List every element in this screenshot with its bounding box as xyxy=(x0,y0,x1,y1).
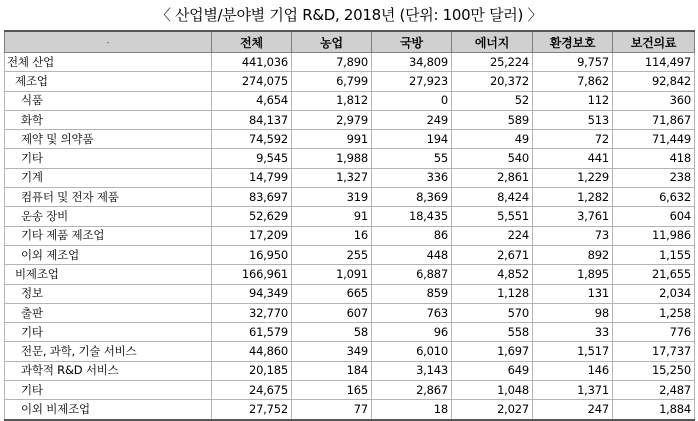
table-cell: 3,143 xyxy=(372,361,452,380)
table-cell: 8,424 xyxy=(452,188,533,207)
table-cell: 589 xyxy=(452,110,533,129)
table-cell: 1,371 xyxy=(533,381,613,400)
table-cell: 224 xyxy=(452,226,533,245)
table-cell: 319 xyxy=(292,188,372,207)
table-cell: 418 xyxy=(613,149,695,168)
table-cell: 2,034 xyxy=(613,284,695,303)
table-cell: 1,091 xyxy=(292,265,372,284)
table-cell: 7,890 xyxy=(292,53,372,72)
table-cell: 776 xyxy=(613,323,695,342)
table-cell: 1,282 xyxy=(533,188,613,207)
table-cell: 14,799 xyxy=(212,168,292,187)
table-cell: 166,961 xyxy=(212,265,292,284)
table-cell: 112 xyxy=(533,91,613,110)
table-cell: 94,349 xyxy=(212,284,292,303)
row-label: 컴퓨터 및 전자 제품 xyxy=(5,188,212,207)
table-row xyxy=(5,284,695,303)
table-cell: 71,867 xyxy=(613,110,695,129)
table-cell: 61,579 xyxy=(212,323,292,342)
table-cell: 32,770 xyxy=(212,303,292,322)
table-row xyxy=(5,361,695,380)
table-cell: 649 xyxy=(452,361,533,380)
header-environment: 환경보호 xyxy=(533,31,613,53)
row-label: 기계 xyxy=(5,168,212,187)
table-row xyxy=(5,342,695,361)
table-cell: 6,010 xyxy=(372,342,452,361)
table-cell: 9,545 xyxy=(212,149,292,168)
table-cell: 15,250 xyxy=(613,361,695,380)
table-cell: 1,327 xyxy=(292,168,372,187)
header-defense: 국방 xyxy=(372,31,452,53)
row-label: 화학 xyxy=(5,110,212,129)
table-cell: 1,517 xyxy=(533,342,613,361)
table-cell: 1,812 xyxy=(292,91,372,110)
row-label: 제조업 xyxy=(5,72,212,91)
table-cell: 92,842 xyxy=(613,72,695,91)
table-cell: 1,258 xyxy=(613,303,695,322)
header-row xyxy=(5,31,695,53)
table-cell: 71,449 xyxy=(613,130,695,149)
table-row xyxy=(5,265,695,284)
table-cell: 448 xyxy=(372,245,452,264)
table-cell: 18 xyxy=(372,400,452,420)
table-cell: 1,048 xyxy=(452,381,533,400)
header-health: 보건의료 xyxy=(613,31,695,53)
table-row xyxy=(5,188,695,207)
row-label: 기타 xyxy=(5,323,212,342)
row-label: 전체 산업 xyxy=(5,53,212,72)
table-row xyxy=(5,168,695,187)
table-cell: 4,852 xyxy=(452,265,533,284)
table-row xyxy=(5,91,695,110)
table-cell: 17,209 xyxy=(212,226,292,245)
table-cell: 6,799 xyxy=(292,72,372,91)
table-cell: 84,137 xyxy=(212,110,292,129)
table-cell: 540 xyxy=(452,149,533,168)
table-cell: 55 xyxy=(372,149,452,168)
table-cell: 238 xyxy=(613,168,695,187)
table-cell: 131 xyxy=(533,284,613,303)
row-label: 전문, 과학, 기술 서비스 xyxy=(5,342,212,361)
table-row xyxy=(5,207,695,226)
table-cell: 892 xyxy=(533,245,613,264)
row-label: 제약 및 의약품 xyxy=(5,130,212,149)
table-cell: 2,027 xyxy=(452,400,533,420)
table-cell: 604 xyxy=(613,207,695,226)
table-body xyxy=(5,53,695,420)
row-label: 식품 xyxy=(5,91,212,110)
row-label: 기타 xyxy=(5,149,212,168)
table-cell: 20,372 xyxy=(452,72,533,91)
table-cell: 6,632 xyxy=(613,188,695,207)
table-cell: 17,737 xyxy=(613,342,695,361)
table-cell: 5,551 xyxy=(452,207,533,226)
table-cell: 58 xyxy=(292,323,372,342)
table-cell: 1,895 xyxy=(533,265,613,284)
table-cell: 96 xyxy=(372,323,452,342)
table-cell: 91 xyxy=(292,207,372,226)
table-cell: 1,697 xyxy=(452,342,533,361)
table-cell: 1,884 xyxy=(613,400,695,420)
table-cell: 2,671 xyxy=(452,245,533,264)
table-cell: 25,224 xyxy=(452,53,533,72)
row-label: 정보 xyxy=(5,284,212,303)
table-row xyxy=(5,72,695,91)
header-corner: - xyxy=(5,31,212,53)
table-cell: 255 xyxy=(292,245,372,264)
header-agriculture: 농업 xyxy=(292,31,372,53)
table-cell: 21,655 xyxy=(613,265,695,284)
table-cell: 27,923 xyxy=(372,72,452,91)
table-cell: 1,155 xyxy=(613,245,695,264)
table-cell: 44,860 xyxy=(212,342,292,361)
table-cell: 16 xyxy=(292,226,372,245)
row-label: 과학적 R&D 서비스 xyxy=(5,361,212,380)
table-cell: 249 xyxy=(372,110,452,129)
table-cell: 763 xyxy=(372,303,452,322)
table-cell: 1,229 xyxy=(533,168,613,187)
table-row xyxy=(5,303,695,322)
table-row xyxy=(5,245,695,264)
table-cell: 86 xyxy=(372,226,452,245)
table-cell: 570 xyxy=(452,303,533,322)
table-cell: 16,950 xyxy=(212,245,292,264)
row-label: 기타 제품 제조업 xyxy=(5,226,212,245)
table-row xyxy=(5,149,695,168)
table-cell: 8,369 xyxy=(372,188,452,207)
row-label: 비제조업 xyxy=(5,265,212,284)
table-cell: 360 xyxy=(613,91,695,110)
table-cell: 607 xyxy=(292,303,372,322)
table-cell: 2,487 xyxy=(613,381,695,400)
table-cell: 2,867 xyxy=(372,381,452,400)
table-cell: 9,757 xyxy=(533,53,613,72)
table-row xyxy=(5,130,695,149)
table-cell: 3,761 xyxy=(533,207,613,226)
table-cell: 336 xyxy=(372,168,452,187)
table-cell: 77 xyxy=(292,400,372,420)
table-row xyxy=(5,110,695,129)
table-cell: 441,036 xyxy=(212,53,292,72)
table-row xyxy=(5,226,695,245)
table-cell: 4,654 xyxy=(212,91,292,110)
header-total: 전체 xyxy=(212,31,292,53)
table-row xyxy=(5,53,695,72)
table-cell: 74,592 xyxy=(212,130,292,149)
table-cell: 441 xyxy=(533,149,613,168)
table-header xyxy=(5,31,695,53)
row-label: 출판 xyxy=(5,303,212,322)
table-cell: 0 xyxy=(372,91,452,110)
table-cell: 114,497 xyxy=(613,53,695,72)
table-cell: 72 xyxy=(533,130,613,149)
table-cell: 24,675 xyxy=(212,381,292,400)
table-cell: 20,185 xyxy=(212,361,292,380)
table-cell: 52 xyxy=(452,91,533,110)
table-cell: 558 xyxy=(452,323,533,342)
table-cell: 1,128 xyxy=(452,284,533,303)
header-energy: 에너지 xyxy=(452,31,533,53)
row-label: 이외 비제조업 xyxy=(5,400,212,420)
table-cell: 73 xyxy=(533,226,613,245)
table-cell: 349 xyxy=(292,342,372,361)
table-cell: 194 xyxy=(372,130,452,149)
table-cell: 146 xyxy=(533,361,613,380)
table-cell: 274,075 xyxy=(212,72,292,91)
table-cell: 247 xyxy=(533,400,613,420)
table-row xyxy=(5,323,695,342)
table-cell: 1,988 xyxy=(292,149,372,168)
table-cell: 49 xyxy=(452,130,533,149)
table-cell: 7,862 xyxy=(533,72,613,91)
table-cell: 18,435 xyxy=(372,207,452,226)
rd-table xyxy=(4,30,695,421)
row-label: 운송 장비 xyxy=(5,207,212,226)
table-cell: 98 xyxy=(533,303,613,322)
table-cell: 83,697 xyxy=(212,188,292,207)
table-cell: 513 xyxy=(533,110,613,129)
row-label: 이외 제조업 xyxy=(5,245,212,264)
table-cell: 184 xyxy=(292,361,372,380)
table-cell: 11,986 xyxy=(613,226,695,245)
table-cell: 165 xyxy=(292,381,372,400)
table-cell: 34,809 xyxy=(372,53,452,72)
table-cell: 2,861 xyxy=(452,168,533,187)
table-cell: 665 xyxy=(292,284,372,303)
table-cell: 6,887 xyxy=(372,265,452,284)
table-cell: 859 xyxy=(372,284,452,303)
table-cell: 33 xyxy=(533,323,613,342)
table-cell: 52,629 xyxy=(212,207,292,226)
table-cell: 2,979 xyxy=(292,110,372,129)
table-cell: 991 xyxy=(292,130,372,149)
row-label: 기타 xyxy=(5,381,212,400)
table-cell: 27,752 xyxy=(212,400,292,420)
table-title: 〈 산업별/분야별 기업 R&D, 2018년 (단위: 100만 달러) 〉 xyxy=(155,6,543,24)
table-row xyxy=(5,381,695,400)
table-row xyxy=(5,400,695,420)
